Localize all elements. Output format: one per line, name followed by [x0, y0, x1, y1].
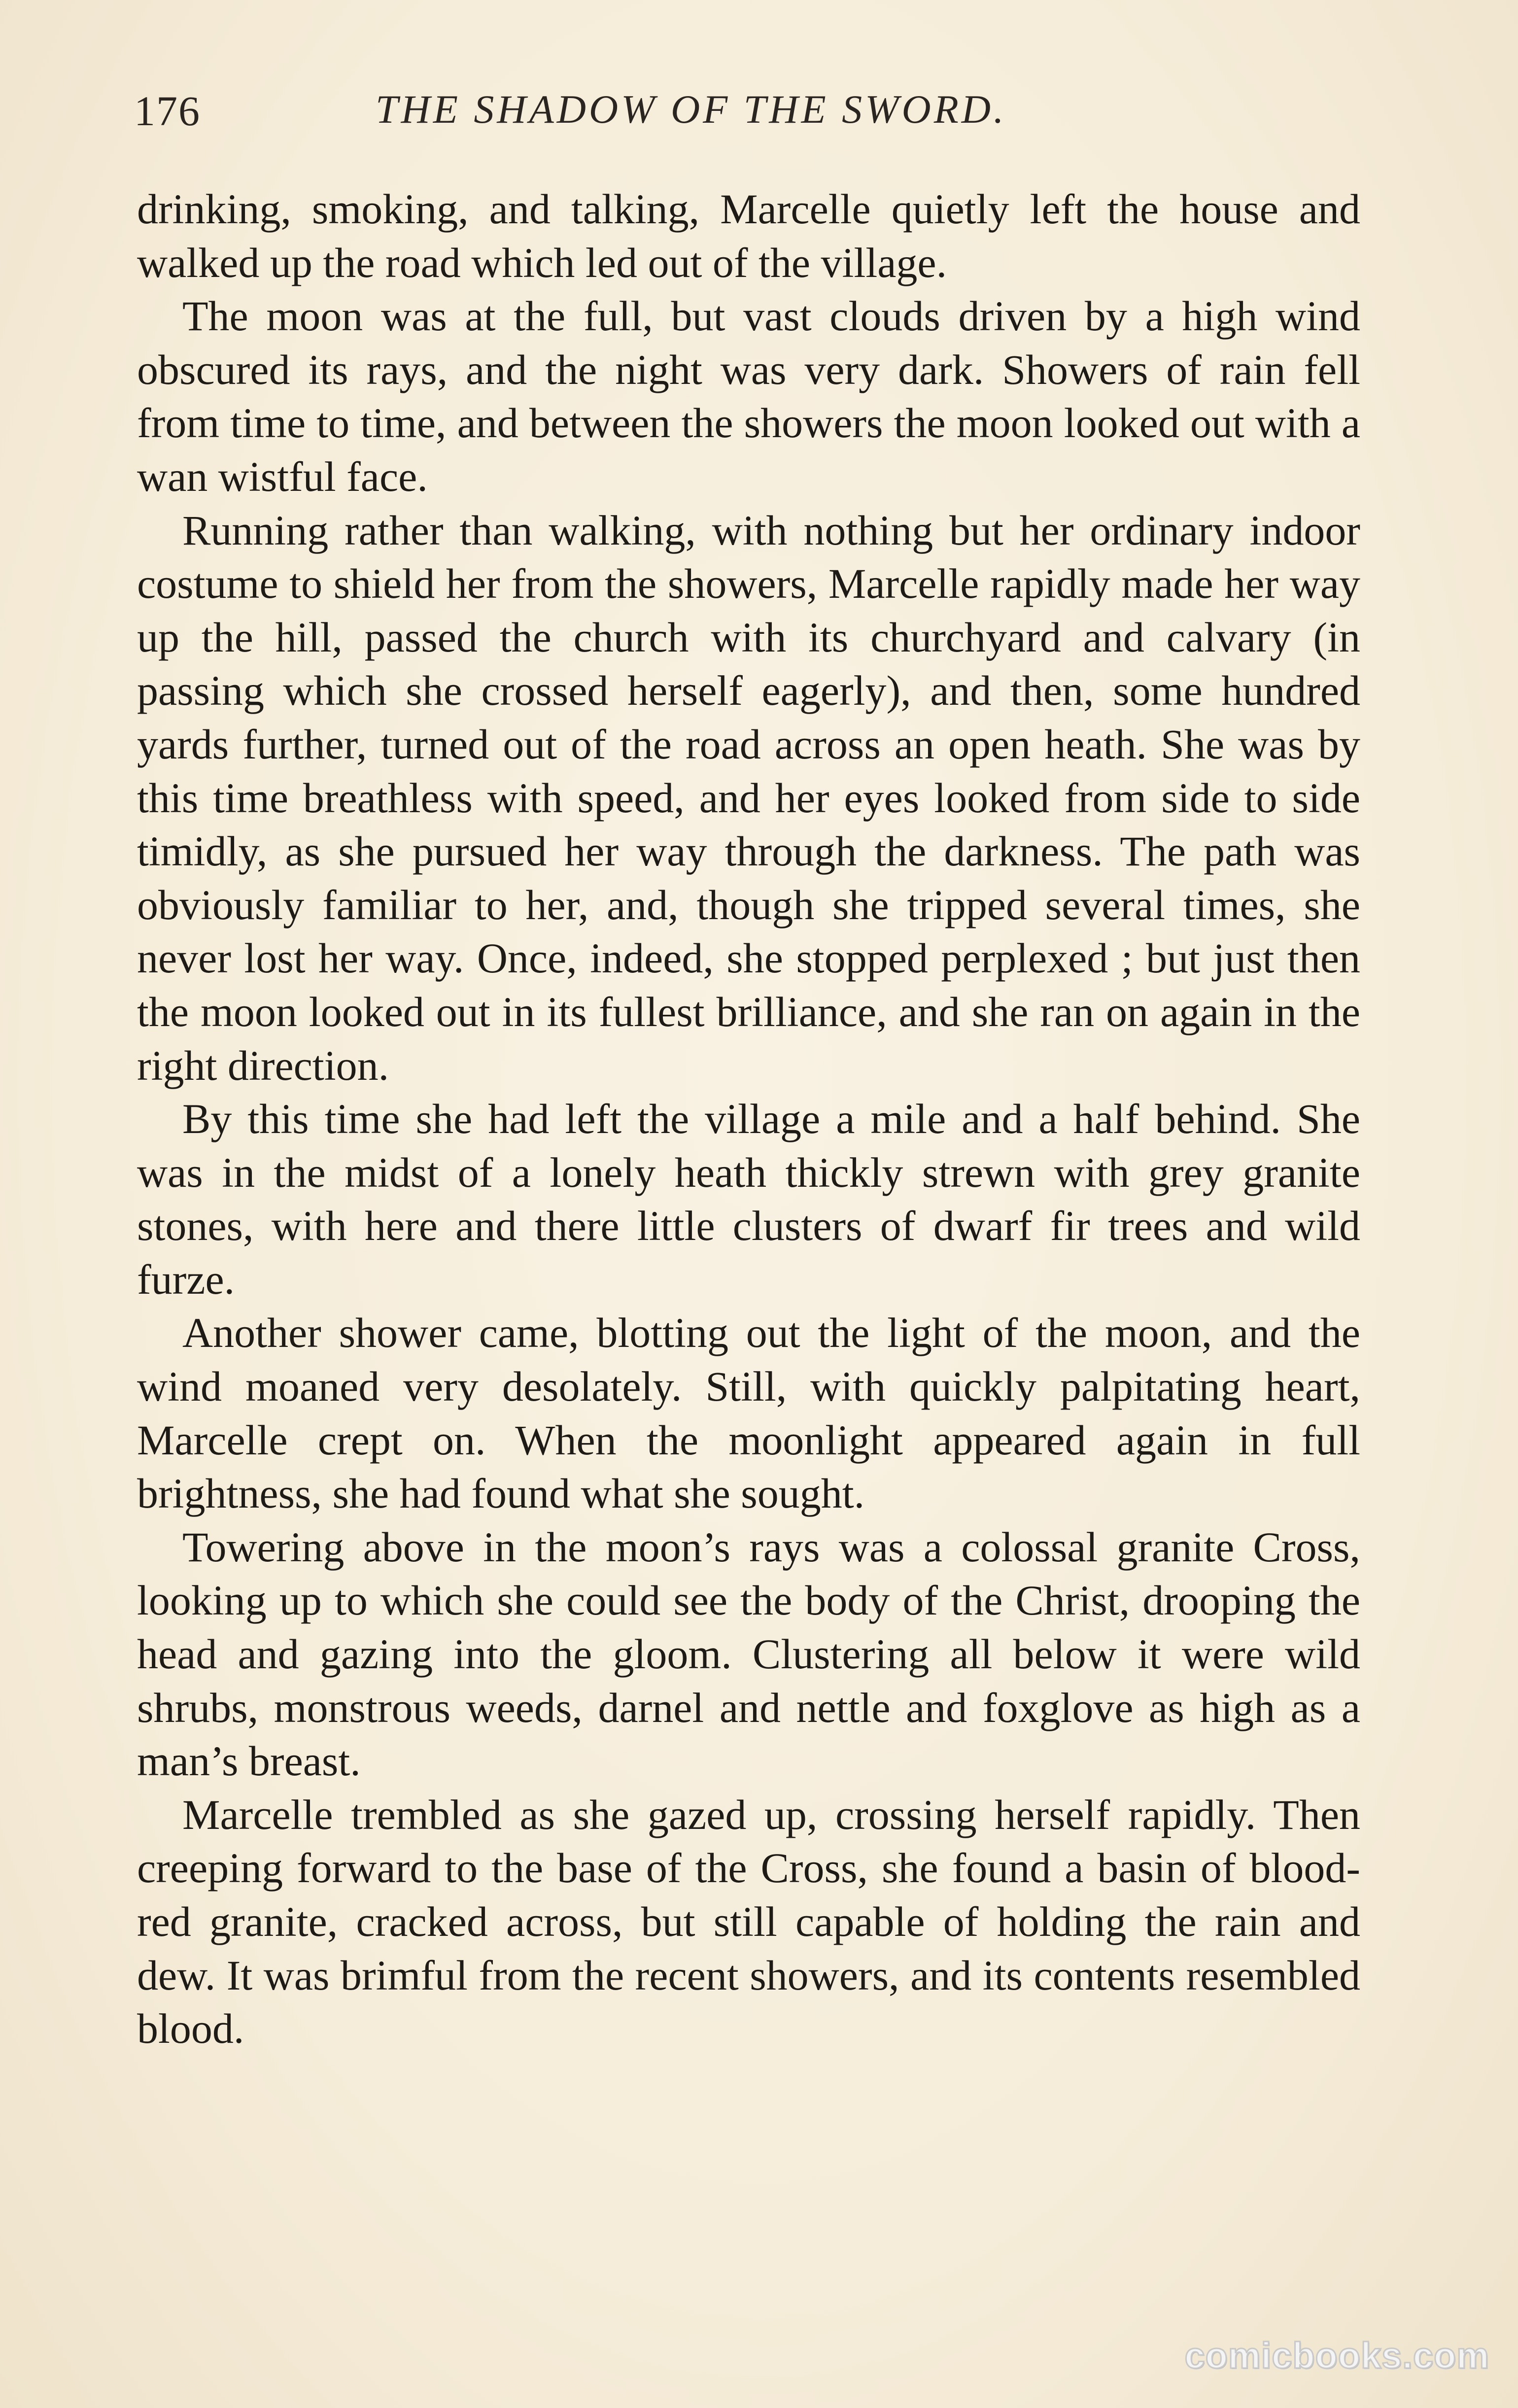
paragraph-3: Running rather than walking, with nothing but her ordinary indoor costume to shield her from the showers, Marcelle rapidly made her way up the hill, passed the church with its churchyard and calvary (in passing which she crossed herself eagerly), and then, some hundred yards further, turned out of the road across an open heath. She was by this time breathless with speed, and her eyes looked from side to side timidly, as she pursued her way through the darkness. The path was obviously familiar to her, and, though she tripped several times, she never lost her way. Once, indeed, she stopped perplexed ; but just then the moon looked out in its fullest brilliance, and she ran on again in the right direction. [137, 506, 1360, 1089]
page-number: 176 [134, 87, 201, 135]
paragraph-6: Towering above in the moon’s rays was a colossal granite Cross, looking up to which she could see the body of the Christ, drooping the head and gazing into the gloom. Clustering all below it were wild shrubs, monstrous weeds, darnel and nettle and foxglove as high as a man’s breast. [137, 1523, 1360, 1785]
paragraph-1: drinking, smoking, and talking, Marcelle quietly left the house and walked up the road which led out of the village. [137, 185, 1360, 286]
paragraph-5: Another shower came, blotting out the light of the moon, and the wind moaned very desolately. Still, with quickly palpitating heart, Marcelle crept on. When the moonlight appeared again in full brightness, she had found what she sought. [137, 1309, 1360, 1517]
paragraph-2: The moon was at the full, but vast clouds driven by a high wind obscured its rays, and the night was very dark. Showers of rain fell from time to time, and between the showers the moon looked out with a wan wistful face. [137, 292, 1360, 500]
page-header [134, 86, 1361, 145]
body-text [137, 182, 1360, 2056]
paragraph-4: By this time she had left the village a mile and a half behind. She was in the midst of a lonely heath thickly strewn with grey granite stones, with here and there little clusters of dwarf fir trees and wild furze. [137, 1095, 1360, 1303]
running-title: THE SHADOW OF THE SWORD. [376, 87, 1007, 132]
paragraph-7: Marcelle trembled as she gazed up, crossing herself rapidly. Then creeping forward to the base of the Cross, she found a basin of blood-red granite, cracked across, but still capable of holding the rain and dew. It was brimful from the recent showers, and its contents resembled blood. [137, 1790, 1360, 2053]
watermark: comicbooks.com [1184, 2335, 1489, 2376]
